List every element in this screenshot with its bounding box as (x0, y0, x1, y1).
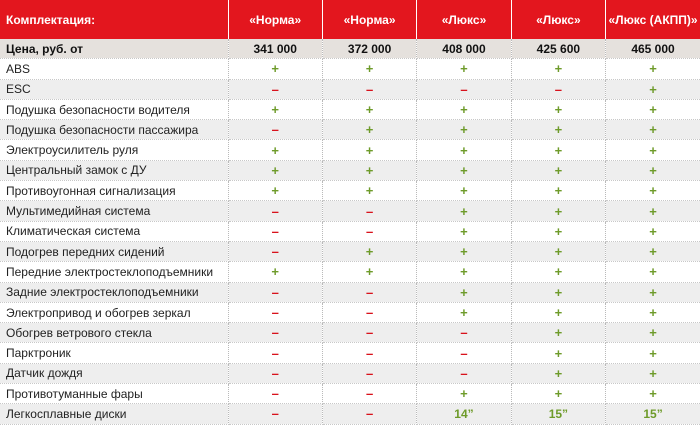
included-mark: + (649, 61, 657, 77)
feature-row (0, 262, 700, 282)
feature-value-cell (606, 404, 700, 424)
feature-value-cell (322, 160, 416, 180)
variant-header: «Норма» (228, 0, 322, 39)
not-included-mark: – (271, 203, 279, 219)
included-mark: + (271, 264, 279, 280)
not-included-mark: – (365, 305, 374, 320)
included-mark: + (554, 142, 563, 158)
included-mark: + (460, 142, 468, 158)
feature-value-cell (228, 282, 322, 302)
feature-value-cell (322, 79, 416, 99)
included-mark: + (460, 264, 468, 280)
feature-value-cell (511, 404, 605, 424)
price-value: 341 000 (228, 39, 322, 59)
included-mark: + (554, 305, 563, 320)
included-mark: + (365, 244, 374, 260)
feature-value-cell (417, 221, 511, 241)
included-mark: + (365, 183, 374, 199)
feature-name: Противоугонная сигнализация (0, 181, 228, 201)
included-mark: + (649, 203, 657, 219)
feature-value-cell (511, 181, 605, 201)
not-included-mark: – (271, 284, 279, 300)
not-included-mark: – (271, 365, 279, 381)
feature-value-cell (228, 323, 322, 343)
feature-value-cell (606, 181, 700, 201)
included-mark: + (649, 345, 657, 361)
feature-value-cell (606, 262, 700, 282)
feature-value-cell (228, 343, 322, 363)
price-value: 425 600 (511, 39, 605, 59)
feature-value-cell (606, 384, 700, 404)
feature-row (0, 160, 700, 180)
feature-value-cell (511, 221, 605, 241)
not-included-mark: – (460, 365, 468, 381)
price-row (0, 39, 700, 59)
feature-value-cell (322, 181, 416, 201)
feature-value-cell (606, 201, 700, 221)
included-mark: + (365, 264, 374, 280)
feature-value-cell (511, 282, 605, 302)
included-mark: + (460, 244, 468, 260)
feature-name: Электропривод и обогрев зеркал (0, 302, 228, 322)
feature-value-cell (511, 79, 605, 99)
included-mark: + (649, 81, 657, 97)
feature-name: Электроусилитель руля (0, 140, 228, 160)
feature-value-cell (322, 384, 416, 404)
feature-value-cell (511, 384, 605, 404)
included-mark: + (460, 162, 468, 178)
feature-value-cell (606, 363, 700, 383)
included-mark: + (271, 142, 279, 158)
feature-value-cell (511, 59, 605, 79)
not-included-mark: – (365, 325, 374, 341)
feature-row (0, 221, 700, 241)
feature-value-cell (417, 282, 511, 302)
not-included-mark: – (271, 386, 279, 402)
included-mark: + (460, 102, 468, 118)
included-mark: + (649, 122, 657, 138)
included-mark: + (649, 365, 657, 381)
feature-value-cell (322, 201, 416, 221)
feature-value-cell (322, 404, 416, 424)
variant-header: «Норма» (322, 0, 416, 39)
included-mark: + (460, 386, 468, 402)
feature-value-cell (322, 99, 416, 119)
included-mark: + (365, 61, 374, 77)
price-value: 465 000 (606, 39, 700, 59)
included-mark: + (271, 102, 279, 118)
feature-value-cell (511, 343, 605, 363)
feature-value-cell (322, 302, 416, 322)
not-included-mark: – (365, 345, 374, 361)
included-mark: + (554, 102, 563, 118)
included-mark: + (649, 162, 657, 178)
feature-value-cell (511, 323, 605, 343)
feature-value-cell (228, 140, 322, 160)
feature-value-cell (228, 79, 322, 99)
feature-row (0, 404, 700, 424)
feature-name: Подогрев передних сидений (0, 241, 228, 261)
included-mark: + (554, 223, 563, 239)
included-mark: + (271, 61, 279, 77)
included-mark: + (365, 162, 374, 178)
included-mark: + (554, 61, 563, 77)
size-value: 14” (454, 406, 474, 421)
feature-value-cell (511, 363, 605, 383)
feature-value-cell (511, 140, 605, 160)
feature-name: Передние электростеклоподъемники (0, 262, 228, 282)
not-included-mark: – (460, 81, 468, 97)
included-mark: + (460, 61, 468, 77)
feature-value-cell (417, 201, 511, 221)
feature-value-cell (228, 221, 322, 241)
feature-name: ABS (0, 59, 228, 79)
feature-value-cell (606, 241, 700, 261)
feature-row (0, 241, 700, 261)
feature-value-cell (322, 282, 416, 302)
feature-value-cell (417, 99, 511, 119)
included-mark: + (460, 223, 468, 239)
included-mark: + (365, 102, 374, 118)
header-row (0, 0, 700, 39)
not-included-mark: – (365, 365, 374, 381)
feature-value-cell (417, 181, 511, 201)
feature-row (0, 384, 700, 404)
feature-value-cell (417, 262, 511, 282)
included-mark: + (554, 386, 563, 402)
feature-value-cell (228, 302, 322, 322)
variant-header: «Люкс (АКПП)» (606, 0, 700, 39)
size-value: 15” (643, 406, 663, 421)
price-label: Цена, руб. от (0, 39, 228, 59)
header-title: Комплектация: (0, 0, 228, 39)
not-included-mark: – (460, 345, 468, 361)
feature-row (0, 201, 700, 221)
not-included-mark: – (271, 325, 279, 341)
included-mark: + (554, 122, 563, 138)
feature-value-cell (322, 343, 416, 363)
price-value: 408 000 (417, 39, 511, 59)
feature-value-cell (322, 262, 416, 282)
feature-value-cell (322, 221, 416, 241)
not-included-mark: – (271, 406, 279, 422)
feature-value-cell (417, 59, 511, 79)
included-mark: + (554, 244, 563, 260)
not-included-mark: – (554, 81, 562, 97)
included-mark: + (649, 305, 657, 320)
feature-value-cell (228, 120, 322, 140)
feature-value-cell (322, 363, 416, 383)
included-mark: + (554, 264, 563, 280)
feature-name: Мультимедийная система (0, 201, 228, 221)
feature-value-cell (228, 181, 322, 201)
feature-value-cell (417, 120, 511, 140)
included-mark: + (460, 305, 468, 320)
not-included-mark: – (271, 244, 279, 260)
feature-row (0, 282, 700, 302)
not-included-mark: – (365, 284, 374, 300)
variant-header: «Люкс» (417, 0, 511, 39)
feature-value-cell (228, 59, 322, 79)
included-mark: + (649, 386, 657, 402)
not-included-mark: – (365, 223, 374, 239)
included-mark: + (554, 203, 563, 219)
feature-value-cell (606, 79, 700, 99)
feature-name: Легкосплавные диски (0, 404, 228, 424)
feature-value-cell (417, 404, 511, 424)
feature-value-cell (417, 160, 511, 180)
included-mark: + (649, 325, 657, 341)
feature-row (0, 323, 700, 343)
not-included-mark: – (460, 325, 468, 341)
feature-value-cell (417, 140, 511, 160)
included-mark: + (554, 284, 563, 300)
feature-value-cell (606, 343, 700, 363)
feature-value-cell (606, 302, 700, 322)
feature-value-cell (606, 323, 700, 343)
included-mark: + (554, 183, 563, 199)
included-mark: + (649, 102, 657, 118)
included-mark: + (554, 325, 563, 341)
feature-value-cell (228, 404, 322, 424)
included-mark: + (365, 122, 374, 138)
included-mark: + (649, 244, 657, 260)
included-mark: + (460, 183, 468, 199)
feature-name: Обогрев ветрового стекла (0, 323, 228, 343)
feature-value-cell (606, 221, 700, 241)
not-included-mark: – (271, 122, 279, 138)
feature-value-cell (511, 201, 605, 221)
feature-value-cell (511, 120, 605, 140)
feature-row (0, 343, 700, 363)
feature-row (0, 79, 700, 99)
feature-value-cell (417, 343, 511, 363)
feature-value-cell (606, 140, 700, 160)
included-mark: + (460, 284, 468, 300)
included-mark: + (271, 183, 279, 199)
included-mark: + (554, 365, 563, 381)
price-value: 372 000 (322, 39, 416, 59)
feature-value-cell (511, 241, 605, 261)
feature-value-cell (228, 262, 322, 282)
feature-row (0, 363, 700, 383)
feature-value-cell (511, 302, 605, 322)
feature-value-cell (606, 99, 700, 119)
feature-value-cell (322, 59, 416, 79)
feature-value-cell (511, 160, 605, 180)
feature-value-cell (606, 120, 700, 140)
included-mark: + (554, 162, 563, 178)
feature-row (0, 120, 700, 140)
feature-name: Задние электростеклоподъемники (0, 282, 228, 302)
feature-value-cell (417, 384, 511, 404)
feature-value-cell (417, 323, 511, 343)
included-mark: + (365, 142, 374, 158)
not-included-mark: – (365, 386, 374, 402)
feature-value-cell (322, 323, 416, 343)
feature-value-cell (606, 59, 700, 79)
feature-value-cell (322, 241, 416, 261)
feature-value-cell (322, 120, 416, 140)
feature-row (0, 302, 700, 322)
feature-value-cell (417, 241, 511, 261)
included-mark: + (649, 142, 657, 158)
size-value: 15” (548, 406, 569, 421)
feature-name: Датчик дождя (0, 363, 228, 383)
feature-name: ESC (0, 79, 228, 99)
included-mark: + (460, 122, 468, 138)
feature-value-cell (228, 241, 322, 261)
feature-row (0, 99, 700, 119)
included-mark: + (649, 223, 657, 239)
included-mark: + (554, 345, 563, 361)
feature-name: Противотуманные фары (0, 384, 228, 404)
feature-name: Подушка безопасности пассажира (0, 120, 228, 140)
not-included-mark: – (271, 345, 279, 361)
not-included-mark: – (271, 81, 279, 97)
variant-header: «Люкс» (511, 0, 605, 39)
included-mark: + (460, 203, 468, 219)
feature-value-cell (228, 160, 322, 180)
not-included-mark: – (271, 305, 279, 320)
feature-value-cell (417, 302, 511, 322)
feature-value-cell (228, 201, 322, 221)
not-included-mark: – (365, 81, 374, 97)
feature-row (0, 59, 700, 79)
feature-name: Подушка безопасности водителя (0, 99, 228, 119)
feature-value-cell (322, 140, 416, 160)
feature-value-cell (228, 99, 322, 119)
feature-value-cell (228, 384, 322, 404)
included-mark: + (649, 183, 657, 199)
not-included-mark: – (271, 223, 279, 239)
feature-value-cell (417, 79, 511, 99)
feature-row (0, 140, 700, 160)
not-included-mark: – (365, 406, 374, 422)
feature-name: Центральный замок с ДУ (0, 160, 228, 180)
feature-value-cell (606, 282, 700, 302)
feature-value-cell (511, 99, 605, 119)
feature-value-cell (511, 262, 605, 282)
not-included-mark: – (365, 203, 374, 219)
feature-name: Климатическая система (0, 221, 228, 241)
feature-value-cell (417, 363, 511, 383)
included-mark: + (649, 284, 657, 300)
included-mark: + (271, 162, 279, 178)
feature-row (0, 181, 700, 201)
feature-value-cell (228, 363, 322, 383)
feature-name: Парктроник (0, 343, 228, 363)
feature-value-cell (606, 160, 700, 180)
included-mark: + (649, 264, 657, 280)
